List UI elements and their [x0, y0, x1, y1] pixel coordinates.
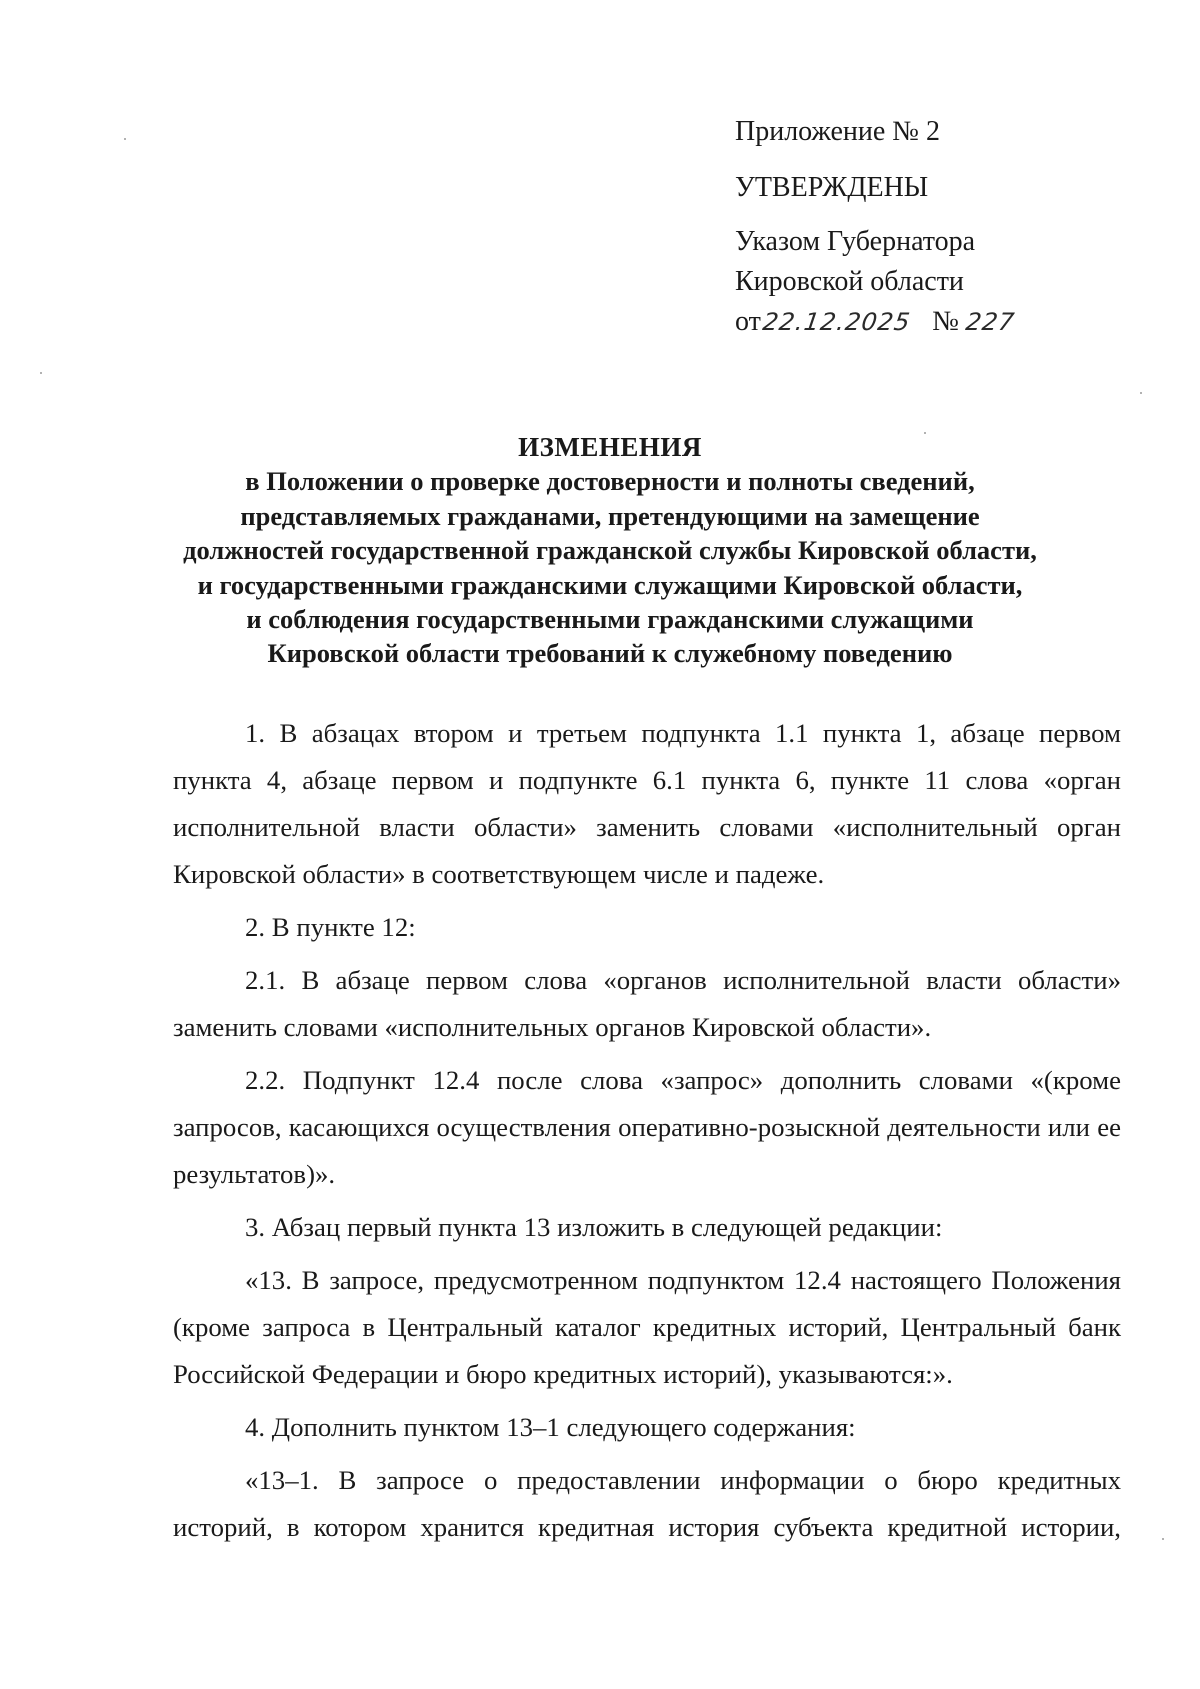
approved-label: УТВЕРЖДЕНЫ — [735, 172, 929, 203]
scan-speck — [40, 372, 42, 374]
approval-block — [735, 112, 1155, 342]
decree-line-2: Кировской области — [735, 266, 964, 297]
title-line: в Положении о проверке достоверности и полноты сведений, — [245, 466, 975, 497]
document-body — [173, 710, 1121, 1551]
paragraph: 2.1. В абзаце первом слова «органов исполнительной власти области» заменить словами «исполнительных органов Кировской области». — [173, 965, 1121, 1042]
scan-speck — [124, 138, 126, 140]
paragraph: 1. В абзацах втором и третьем подпункта 1.1 пункта 1, абзаце первом пункта 4, абзаце первом и подпункте 6.1 пункта 6, пункте 11 слова «орган исполнительной власти области» заменить словами «исполнительный орган Кировской области» в соответствующем числе и падеже. — [173, 718, 1121, 889]
number-prefix: № — [932, 306, 960, 337]
paragraph: 2.2. Подпункт 12.4 после слова «запрос» дополнить словами «(кроме запросов, касающихся осуществления оперативно-розыскной деятельности или ее результатов)». — [173, 1065, 1121, 1189]
appendix-label: Приложение № 2 — [735, 116, 940, 147]
paragraph: 4. Дополнить пунктом 13–1 следующего содержания: — [245, 1412, 856, 1442]
title-line: и соблюдения государственными гражданскими служащими — [246, 604, 974, 635]
document-title — [170, 430, 1050, 671]
paragraph: «13–1. В запросе о предоставлении информации о бюро кредитных историй, в котором хранится кредитная история субъекта кредитной истории, — [173, 1465, 1121, 1542]
handwritten-number: 227 — [964, 308, 1017, 336]
decree-date-number — [735, 302, 1155, 342]
decree-line-1: Указом Губернатора — [735, 226, 976, 257]
scan-speck — [1162, 1538, 1164, 1540]
paragraph: «13. В запросе, предусмотренном подпунктом 12.4 настоящего Положения (кроме запроса в Центральный каталог кредитных историй, Центральный банк Российской Федерации и бюро кредитных историй), указываются:». — [173, 1265, 1121, 1389]
date-prefix: от — [735, 306, 761, 337]
title-line: должностей государственной гражданской службы Кировской области, — [183, 535, 1037, 566]
title-line: представляемых гражданами, претендующими на замещение — [240, 500, 980, 531]
paragraph: 3. Абзац первый пункта 13 изложить в следующей редакции: — [245, 1212, 943, 1242]
title-heading: ИЗМЕНЕНИЯ — [518, 432, 702, 462]
title-line: Кировской области требований к служебному поведению — [267, 638, 953, 669]
handwritten-date: 22.12.2025 — [760, 308, 913, 336]
scan-speck — [1140, 392, 1142, 394]
title-line: и государственными гражданскими служащими Кировской области, — [197, 569, 1023, 600]
scan-speck — [924, 432, 926, 434]
paragraph: 2. В пункте 12: — [245, 912, 416, 942]
